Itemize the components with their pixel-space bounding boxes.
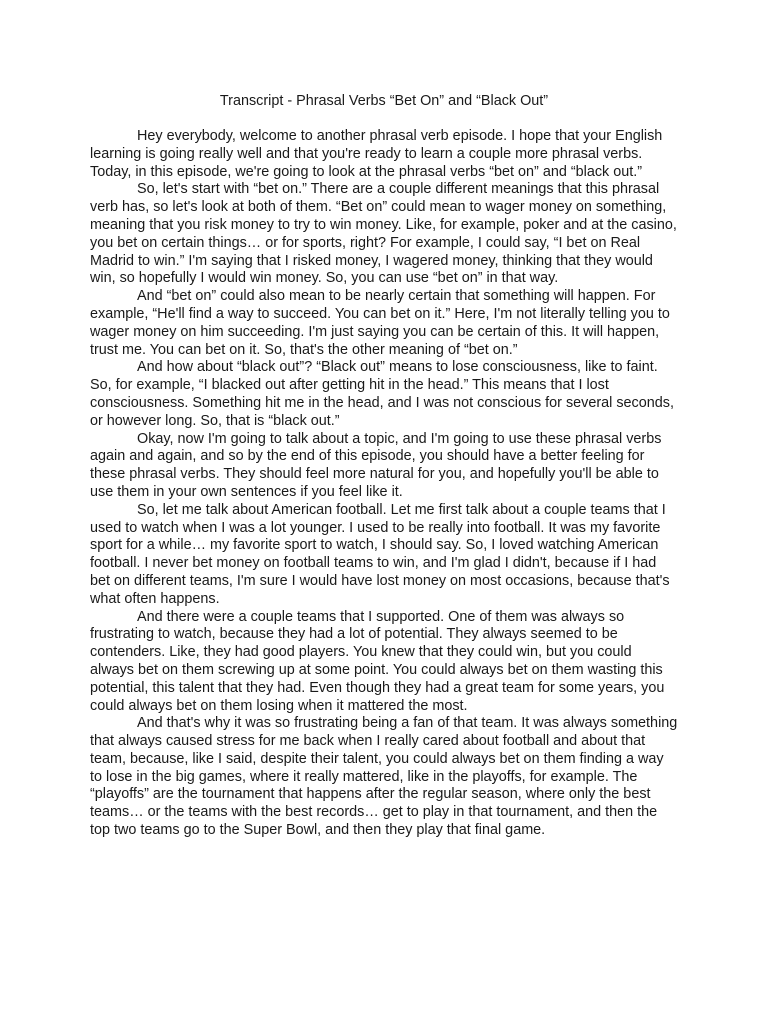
paragraph-black-out: And how about “black out”? “Black out” means to lose consciousness, like to faint. So, for example, “I blacked out after getting hit in the head.” This means that I lost consciousness. Something hit me in the head, and I was not conscious for several seconds, or however long. So, that is “black out.” bbox=[90, 359, 674, 429]
paragraph-frustrating-fan: And that's why it was so frustrating being a fan of that team. It was always something that always caused stress for me back when I really cared about football and about that team, because, like I said, despite their talent, you could always bet on them finding a way to lose in the big games, where it really mattered, like in the playoffs, for example. The “playoffs” are the tournament that happens after the regular season, where only the best teams… or the teams with the best records… get to play in that tournament, and then the top two teams go to the Super Bowl, and then they play that final game. bbox=[90, 715, 678, 839]
paragraph-teams-supported: And there were a couple teams that I supported. One of them was always so frustrating to watch, because they had a lot of potential. They always seemed to be contenders. Like, they had good players. You knew that they could win, but you could always bet on them screwing up at some point. You could always bet on them wasting this potential, this talent that they had. Even though they had a great team for some years, you could always bet on them losing when it mattered the most. bbox=[90, 608, 665, 714]
paragraph-bet-on-certain: And “bet on” could also mean to be nearly certain that something will happen. For example, “He'll find a way to succeed. You can bet on it.” Here, I'm not literally telling you to wager money on him succeeding. I'm just saying you can be certain of this. It will happen, trust me. You can bet on it. So, that's the other meaning of “bet on.” bbox=[90, 288, 670, 358]
paragraph-bet-on-wager: So, let's start with “bet on.” There are a couple different meanings that this phrasal verb has, so let's look at both of them. “Bet on” could mean to wager money on something, meaning that you risk money to try to win money. Like, for example, poker and at the casino, you bet on certain things… or for sports, right? For example, I could say, “I bet on Real Madrid to win.” I'm saying that I risked money, I wagered money, thinking that they would win, so hopefully I would win money. So, you can use “bet on” in that way. bbox=[90, 181, 677, 287]
paragraph-topic-intro: Okay, now I'm going to talk about a topic, and I'm going to use these phrasal verbs again and again, and so by the end of this episode, you should have a better feeling for these phrasal verbs. They should feel more natural for you, and hopefully you'll be able to use them in your own sentences if you feel like it. bbox=[90, 430, 662, 500]
paragraph-intro: Hey everybody, welcome to another phrasal verb episode. I hope that your English learning is going really well and that you're ready to learn a couple more phrasal verbs. Today, in this episode, we're going to look at the phrasal verbs “bet on” and “black out.” bbox=[90, 128, 663, 180]
document-title: Transcript - Phrasal Verbs “Bet On” and “Black Out” bbox=[219, 93, 549, 109]
paragraph-american-football: So, let me talk about American football. Let me first talk about a couple teams that I used to watch when I was a lot younger. I used to be really into football. It was my favorite sport for a while… my favorite sport to watch, I should say. So, I loved watching American football. I never bet money on football teams to win, and I'm glad I didn't, because if I had bet on different teams, I'm sure I would have lost money on most occasions, because that's what often happens. bbox=[90, 501, 670, 607]
document-body bbox=[90, 128, 678, 840]
